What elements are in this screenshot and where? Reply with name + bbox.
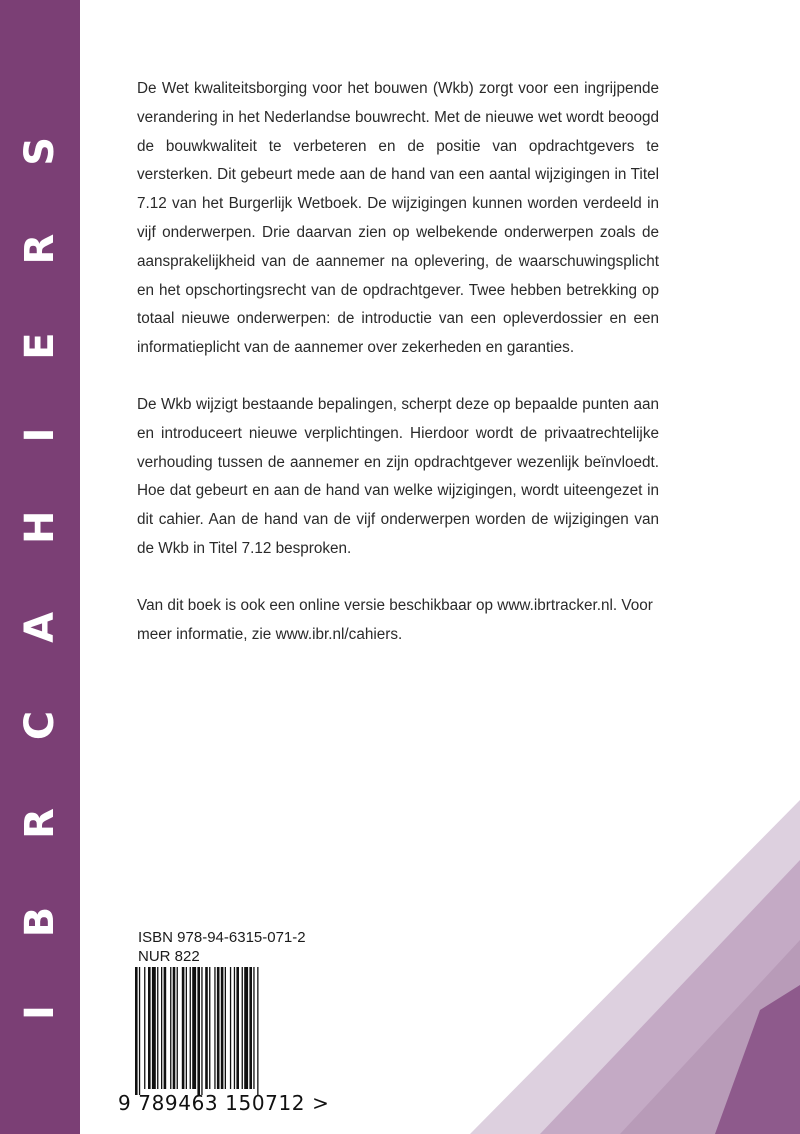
barcode-bar: [152, 967, 156, 1089]
isbn-text: ISBN 978-94-6315-071-2: [138, 929, 306, 946]
barcode-digits: 9 789463 150712 >: [118, 1091, 330, 1115]
barcode-bar: [197, 967, 200, 1095]
barcode-bar: [173, 967, 176, 1089]
barcode-bar: [242, 967, 243, 1089]
spine-series-title: I B R C A H I E R S: [17, 109, 63, 1021]
barcode-bar: [161, 967, 162, 1089]
barcode-bar: [182, 967, 185, 1089]
barcode-bar: [253, 967, 254, 1089]
publication-info: [138, 928, 306, 966]
barcode-bar: [139, 967, 140, 1095]
barcode-bar: [144, 967, 145, 1089]
barcode-bar: [135, 967, 138, 1095]
barcode-bar: [186, 967, 187, 1089]
barcode-bar: [230, 967, 231, 1089]
barcode-bar: [170, 967, 171, 1089]
barcode-bar: [217, 967, 220, 1089]
nur-text: NUR 822: [138, 948, 200, 965]
summary-paragraph-2: De Wkb wijzigt bestaande bepalingen, scherpt deze op bepaalde punten aan en introduceert nieuwe verplichtingen. Hierdoor wordt de privaatrechtelijke verhouding tussen de aannemer en zijn opdrachtgever wezenlijk beïnvloedt. Hoe dat gebeurt en aan de hand van welke wijzigingen, wordt uiteengezet in dit cahier. Aan de hand van de vijf onderwerpen worden de wijzigingen van de Wkb in Titel 7.12 besproken.: [137, 395, 659, 557]
barcode-bar: [236, 967, 239, 1089]
barcode-bar: [257, 967, 258, 1095]
barcode-bar: [244, 967, 248, 1089]
summary-paragraph-3: Van dit boek is ook een online versie beschikbaar op www.ibrtracker.nl. Voor meer informatie, zie www.ibr.nl/cahiers.: [137, 596, 653, 643]
barcode-bar: [201, 967, 202, 1095]
barcode-bar: [205, 967, 208, 1089]
barcode-bar: [249, 967, 252, 1089]
barcode-bar: [177, 967, 178, 1089]
isbn-barcode: [133, 967, 333, 1097]
barcode-bar: [209, 967, 210, 1089]
barcode-bar: [164, 967, 167, 1089]
summary-paragraph-1: De Wet kwaliteitsborging voor het bouwen (Wkb) zorgt voor een ingrijpende verandering in het Nederlandse bouwrecht. Met de nieuwe wet wordt beoogd de bouwkwaliteit te verbeteren en de positie van opdrachtgevers te versterken. Dit gebeurt mede aan de hand van een aantal wijzigingen in Titel 7.12 van het Burgerlijk Wetboek. De wijzigingen kunnen worden verdeeld in vijf onderwerpen. Drie daarvan zien op welbekende onderwerpen zoals de aansprakelijkheid van de aannemer na oplevering, de waarschuwingsplicht en het opschortingsrecht van de opdrachtgever. Twee hebben betrekking op totaal nieuwe onderwerpen: de introductie van een opleverdossier en een informatieplicht van de aannemer over zekerheden en garanties.: [137, 80, 659, 357]
back-cover-summary: [137, 75, 659, 677]
barcode-bar: [234, 967, 235, 1089]
barcode-bar: [214, 967, 215, 1089]
barcode-bar: [225, 967, 226, 1089]
barcode-bar: [192, 967, 196, 1089]
barcode-bar: [148, 967, 151, 1089]
barcode-bar: [190, 967, 191, 1089]
barcode-bar: [221, 967, 224, 1089]
barcode-bar: [157, 967, 158, 1089]
